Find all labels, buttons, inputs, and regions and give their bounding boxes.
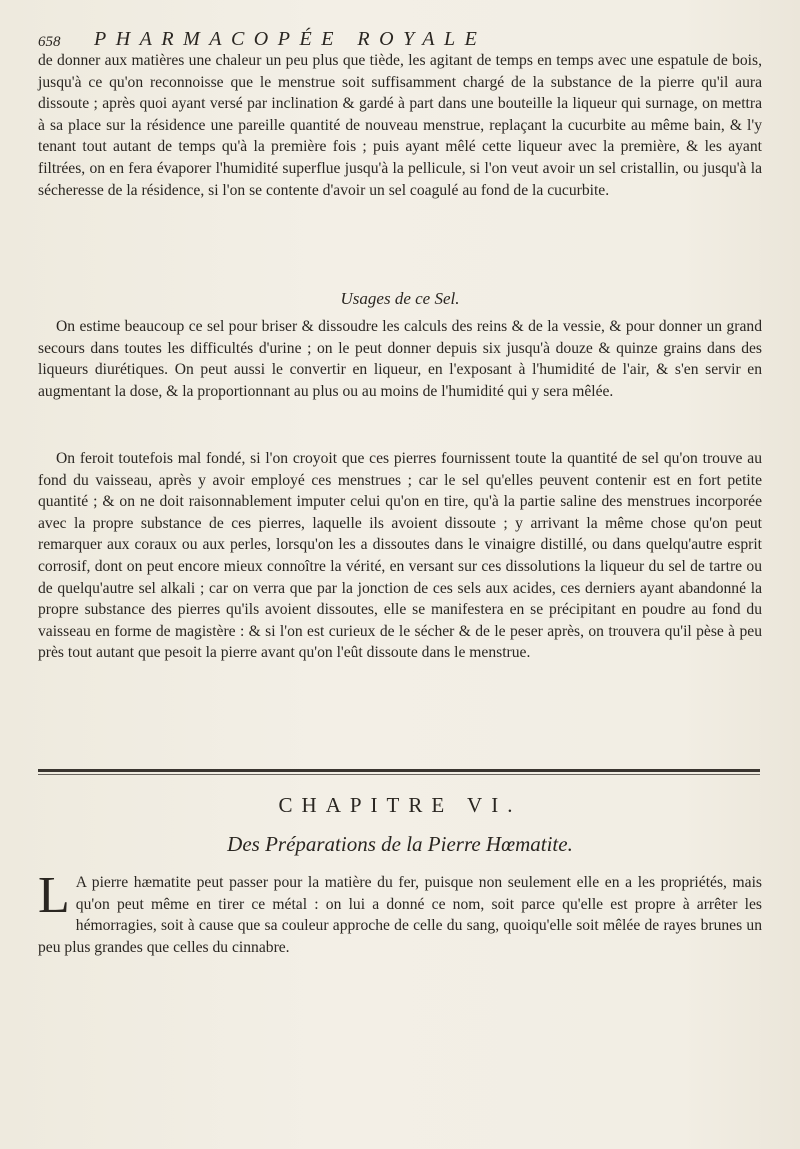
section-subheading: Usages de ce Sel. bbox=[340, 289, 460, 308]
drop-cap: L bbox=[38, 867, 70, 924]
paragraph-hematite-text: A pierre hæmatite peut passer pour la matière du fer, puisque non seulement elle en a les propriétés, mais qu'on peut même en tirer ce métal : on lui a donné ce nom, soit parce qu'elle est propre à arrêter les hémorragies, soit à cause que sa couleur approche de celle du sang, quoiqu'elle soit mêlée de rayes brunes un peu plus grandes que celles du cinnabre. bbox=[38, 874, 762, 956]
running-title: PHARMACOPÉE ROYALE bbox=[94, 28, 487, 50]
chapter-label: CHAPITRE VI. bbox=[278, 793, 522, 817]
paragraph-usages: On estime beaucoup ce sel pour briser & dissoudre les calculs des reins & de la vessie, & pour donner un grand secours dans toutes les difficultés d'urine ; on le peut donner depuis six jusqu'à douze & quinze grains dans des liqueurs diurétiques. On peut aussi le convertir en liqueur, en l'exposant à l'humidité de l'air, & s'en servir en augmentant la dose, & la proportionnant au plus ou au moins de l'humidité qui y sera mêlée. bbox=[38, 318, 762, 400]
page-number: 658 bbox=[38, 34, 61, 50]
paragraph-preparation: de donner aux matières une chaleur un peu plus que tiède, les agitant de temps en temps avec une espatule de bois, jusqu'à ce qu'on reconnoisse que le menstrue soit suffisamment chargé de la substance de la pierre qu'il aura dissoute ; après quoi ayant versé par inclination & gardé à part dans une bouteille la liqueur qui surnage, on mettra à sa place sur la résidence une pareille quantité de nouveau menstrue, replaçant la cucurbite au même bain, & l'y tenant tout autant de temps qu'à la première fois ; puis ayant mêlé cette liqueur avec la première, & les ayant filtrées, on en fera évaporer l'humidité superflue jusqu'à la pellicule, si l'on veut avoir un sel cristallin, ou jusqu'à la sécheresse de la résidence, si l'on se contente d'avoir un sel coagulé au fond de la cucurbite. bbox=[38, 52, 762, 199]
paragraph-remark: On feroit toutefois mal fondé, si l'on croyoit que ces pierres fournissent toute la quantité de sel qu'on trouve au fond du vaisseau, après y avoir employé ces menstrues ; car le sel qu'elles peuvent contenir est en fort petite quantité ; & on ne doit raisonnablement imputer celui qu'on en tire, qu'à la partie saline des menstrues incorporée avec la propre substance de ces pierres, laquelle ils avoient dissoute ; y arrivant la même chose qu'on peut remarquer aux coraux ou aux perles, lorsqu'on les a dissoutes dans le vinaigre distillé, ou dans quelqu'autre esprit corrosif, dont on peut encore mieux connoître la vérité, en versant sur ces dissolutions la liqueur du sel de tartre ou de quelqu'autre sel alkali ; car on verra que par la jonction de ces sels aux acides, ces derniers ayant abandonné la propre substance des pierres qu'ils avoient dissoutes, elle se manifestera en se précipitant en poudre au fond du vaisseau en forme de magistère : & si l'on est curieux de le sécher & de le peser après, on trouvera qu'il pèse à peu près tout autant que pesoit la pierre avant qu'on l'eût dissoute dans le menstrue. bbox=[38, 450, 762, 662]
section-rule bbox=[38, 769, 760, 775]
chapter-title: Des Préparations de la Pierre Hœmatite. bbox=[227, 832, 573, 856]
paragraph-hematite bbox=[38, 867, 762, 958]
